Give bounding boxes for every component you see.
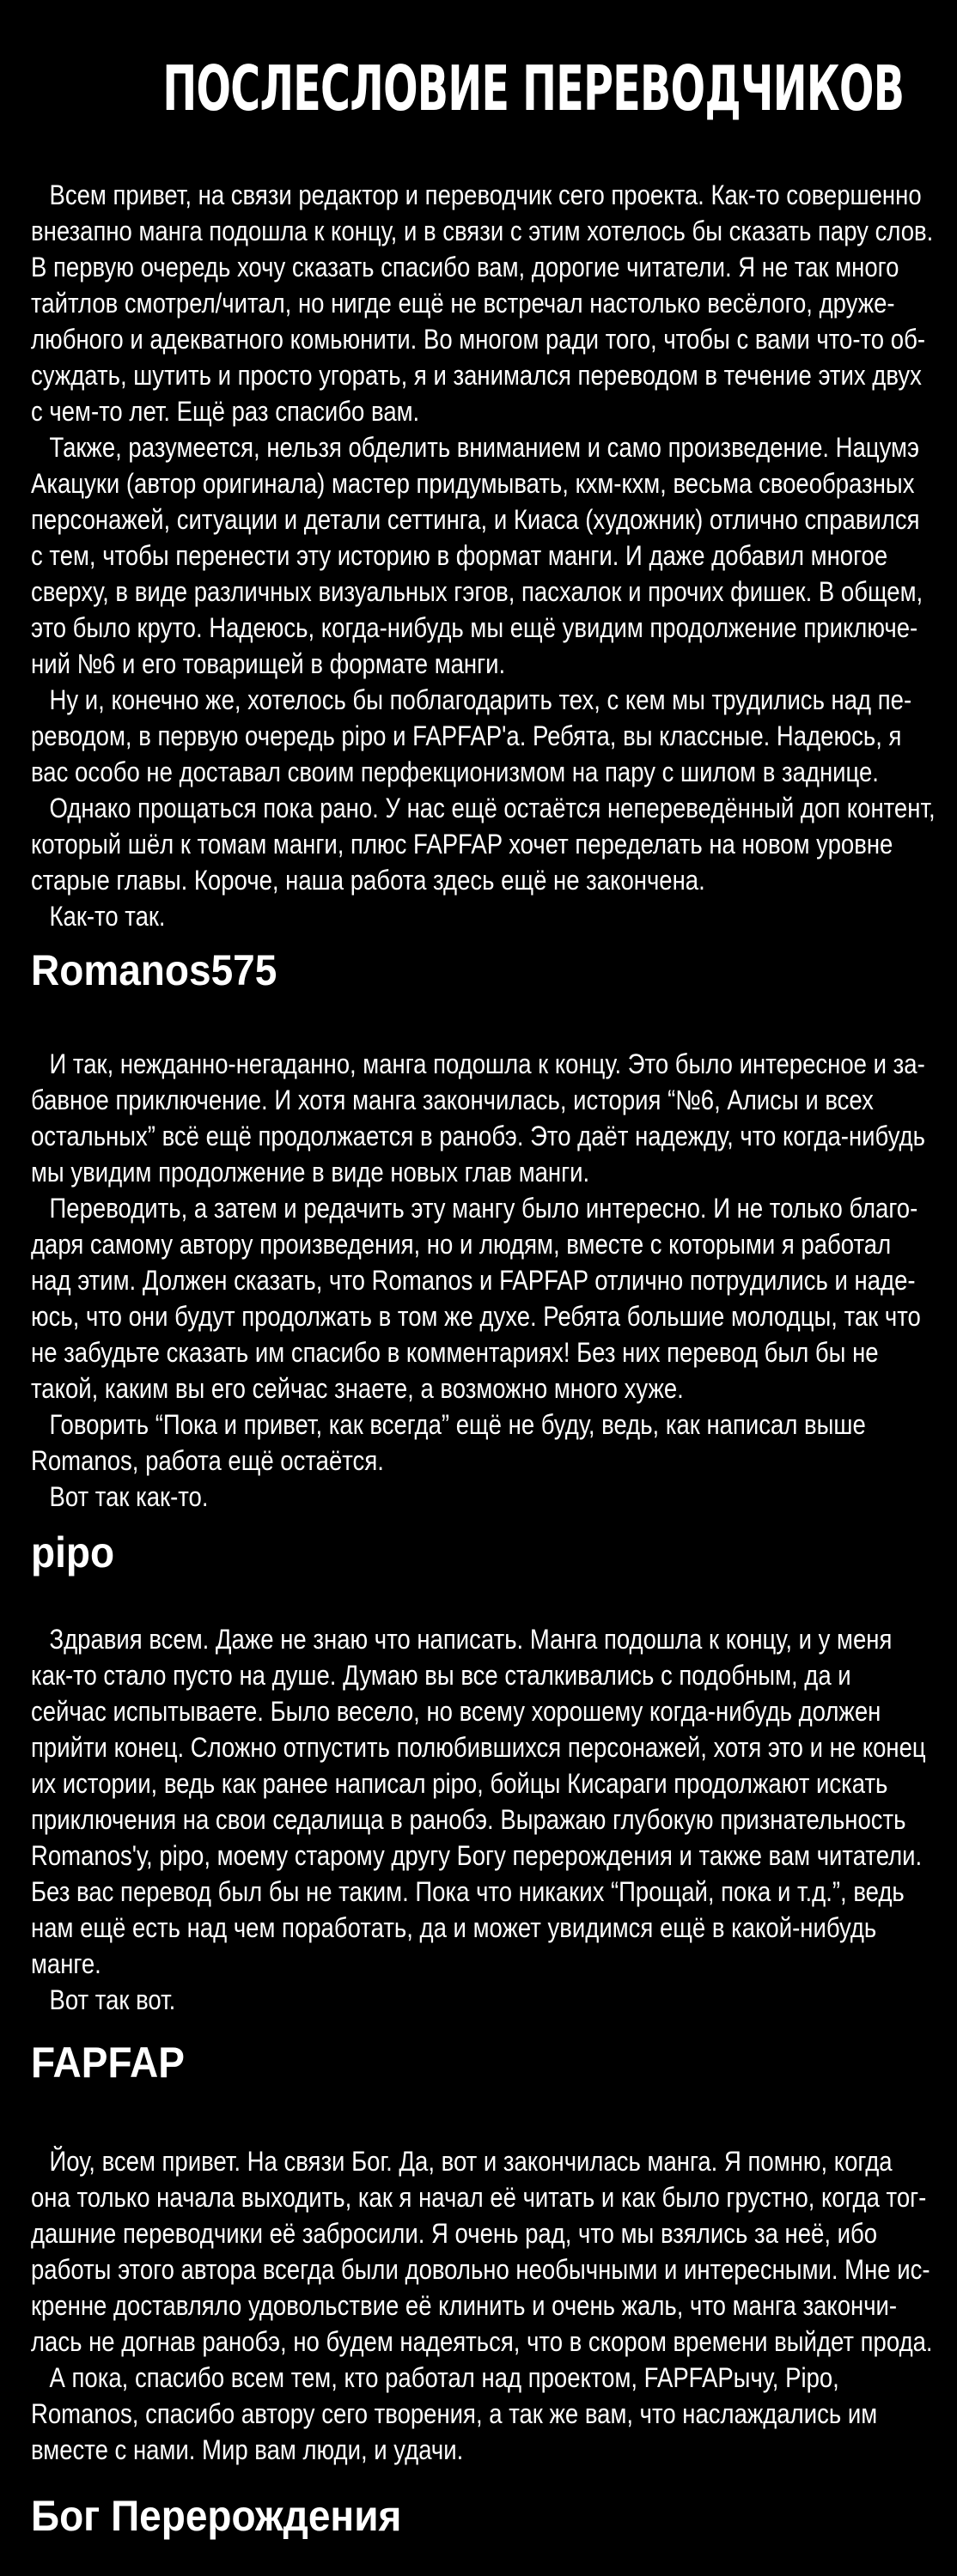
paragraph-line: она только начала выходить, как я начал её читать и как было грустно, когда тог- bbox=[31, 2182, 927, 2213]
paragraph-line: Romanos, спасибо автору сего творения, а так же вам, что наслаждались им bbox=[31, 2398, 878, 2429]
paragraph-line: бавное приключение. И хотя манга закончилась, история “№6, Алисы и всех bbox=[31, 1084, 874, 1115]
paragraph-line: А пока, спасибо всем тем, кто работал над проектом, FAPFAPычу, Pipo, bbox=[49, 2362, 839, 2393]
afterword-section-fapfap bbox=[31, 1621, 933, 2018]
paragraph-line: Romanos'у, pipo, моему старому другу Богу перерождения и также вам читатели. bbox=[31, 1840, 923, 1871]
paragraph-line: Говорить “Пока и привет, как всегда” ещё не буду, ведь, как написал выше bbox=[49, 1409, 866, 1440]
paragraph-line: внезапно манга подошла к концу, и в связи с этим хотелось бы сказать пару слов. bbox=[31, 216, 934, 246]
paragraph-line: Всем привет, на связи редактор и переводчик сего проекта. Как-то совершенно bbox=[49, 179, 922, 210]
author-signature-romanos: Romanos575 bbox=[31, 946, 277, 994]
author-signature-fapfap: FAPFAP bbox=[31, 2038, 185, 2087]
paragraph-line: манге. bbox=[31, 1948, 101, 1979]
paragraph-line: Здравия всем. Даже не знаю что написать. Манга подошла к концу, и у меня bbox=[49, 1624, 893, 1655]
paragraph-line: Йоу, всем привет. На связи Бог. Да, вот и закончилась манга. Я помню, когда bbox=[49, 2146, 893, 2177]
paragraph-line: мы увидим продолжение в виде новых глав манги. bbox=[31, 1157, 590, 1188]
paragraph-line: даря самому автору произведения, но и людям, вместе с которыми я работал bbox=[31, 1229, 892, 1260]
paragraph-line: который шёл к томам манги, плюс FAPFAP хочет переделать на новом уровне bbox=[31, 829, 893, 860]
paragraph-line: суждать, шутить и просто угорать, я и занимался переводом в течение этих двух bbox=[31, 360, 922, 391]
paragraph-line: Без вас перевод был бы не таким. Пока что никаких “Прощай, пока и т.д.”, ведь bbox=[31, 1876, 905, 1907]
paragraph-line: Вот так как-то. bbox=[49, 1481, 209, 1512]
paragraph-line: тайтлов смотрел/читал, но нигде ещё не встречал настолько весёлого, друже- bbox=[31, 288, 895, 319]
paragraph-line: любного и адекватного комьюнити. Во многом ради того, чтобы с вами что-то об- bbox=[31, 324, 925, 355]
paragraph-line: такой, каким вы его сейчас знаете, а возможно много хуже. bbox=[31, 1373, 684, 1404]
paragraph-line: ний №6 и его товарищей в формате манги. bbox=[31, 648, 506, 679]
paragraph-line: Ну и, конечно же, хотелось бы поблагодарить тех, с кем мы трудились над пе- bbox=[49, 684, 912, 715]
paragraph-line: сверху, в виде различных визуальных гэгов, пасхалок и прочих фишек. В общем, bbox=[31, 576, 923, 607]
paragraph-line: юсь, что они будут продолжать в том же духе. Ребята большие молодцы, так что bbox=[31, 1301, 921, 1332]
paragraph-line: Как-то так. bbox=[49, 901, 166, 932]
paragraph-line: прийти конец. Сложно отпустить полюбившихся персонажей, хотя это и не конец bbox=[31, 1732, 926, 1763]
author-signature-god-of-rebirth: Бог Перерождения bbox=[31, 2492, 402, 2540]
author-signature-pipo: pipo bbox=[31, 1528, 115, 1577]
paragraph-line: вместе с нами. Мир вам люди, и удачи. bbox=[31, 2434, 464, 2465]
afterword-section-god-of-rebirth bbox=[31, 2143, 933, 2468]
paragraph-line: их истории, ведь как ранее написал pipo, бойцы Кисараги продолжают искать bbox=[31, 1768, 888, 1799]
paragraph-line: Вот так вот. bbox=[49, 1984, 176, 2015]
paragraph-line: Однако прощаться пока рано. У нас ещё остаётся непереведённый доп контент, bbox=[49, 793, 936, 823]
paragraph-line: приключения на свои седалища в ранобэ. Выражаю глубокую признательность bbox=[31, 1804, 906, 1835]
paragraph-line: реводом, в первую очередь pipo и FAPFAP'а. Ребята, вы классные. Надеюсь, я bbox=[31, 720, 902, 751]
paragraph-line: работы этого автора всегда были довольно необычными и интересными. Мне ис- bbox=[31, 2254, 930, 2285]
paragraph-line: персонажей, ситуации и детали сеттинга, и Киаса (художник) отлично справился bbox=[31, 504, 920, 535]
paragraph-line: Акацуки (автор оригинала) мастер придумывать, кхм-кхм, весьма своеобразных bbox=[31, 468, 915, 499]
paragraph-line: это было круто. Надеюсь, когда-нибудь мы ещё увидим продолжение приключе- bbox=[31, 612, 918, 643]
paragraph-line: Также, разумеется, нельзя обделить вниманием и само произведение. Нацумэ bbox=[49, 432, 920, 463]
paragraph-line: нам ещё есть над чем поработать, да и может увидимся ещё в какой-нибудь bbox=[31, 1912, 877, 1943]
afterword-section-romanos bbox=[31, 177, 936, 934]
paragraph-line: И так, нежданно-негаданно, манга подошла к концу. Это было интересное и за- bbox=[49, 1048, 925, 1079]
paragraph-line: В первую очередь хочу сказать спасибо вам, дорогие читатели. Я не так много bbox=[31, 252, 899, 283]
paragraph-line: сейчас испытываете. Было весело, но всему хорошему когда-нибудь должен bbox=[31, 1696, 881, 1727]
paragraph-line: над этим. Должен сказать, что Romanos и FAPFAP отлично потрудились и наде- bbox=[31, 1265, 916, 1296]
paragraph-line: не забудьте сказать им спасибо в комментариях! Без них перевод был бы не bbox=[31, 1337, 879, 1368]
paragraph-line: вас особо не доставал своим перфекционизмом на пару с шилом в заднице. bbox=[31, 756, 879, 787]
paragraph-line: кренне доставляло удовольствие её клинить и очень жаль, что манга закончи- bbox=[31, 2290, 898, 2321]
paragraph-line: остальных” всё ещё продолжается в ранобэ. Это даёт надежду, что когда-нибудь bbox=[31, 1121, 925, 1151]
paragraph-line: Romanos, работа ещё остаётся. bbox=[31, 1445, 384, 1476]
page-title: ПОСЛЕСЛОВИЕ ПЕРЕВОДЧИКОВ bbox=[162, 52, 905, 125]
paragraph-line: с тем, чтобы перенести эту историю в формат манги. И даже добавил многое bbox=[31, 540, 888, 571]
paragraph-line: Переводить, а затем и редачить эту мангу было интересно. И не только благо- bbox=[49, 1193, 918, 1224]
paragraph-line: старые главы. Короче, наша работа здесь ещё не закончена. bbox=[31, 865, 705, 896]
paragraph-line: лась не догнав ранобэ, но будем надеяться, что в скором времени выйдет прода. bbox=[31, 2326, 933, 2357]
afterword-section-pipo bbox=[31, 1046, 933, 1515]
paragraph-line: с чем-то лет. Ещё раз спасибо вам. bbox=[31, 396, 420, 427]
paragraph-line: как-то стало пусто на душе. Думаю вы все сталкивались с подобным, да и bbox=[31, 1660, 851, 1691]
paragraph-line: дашние переводчики её забросили. Я очень рад, что мы взялись за неё, ибо bbox=[31, 2218, 878, 2249]
